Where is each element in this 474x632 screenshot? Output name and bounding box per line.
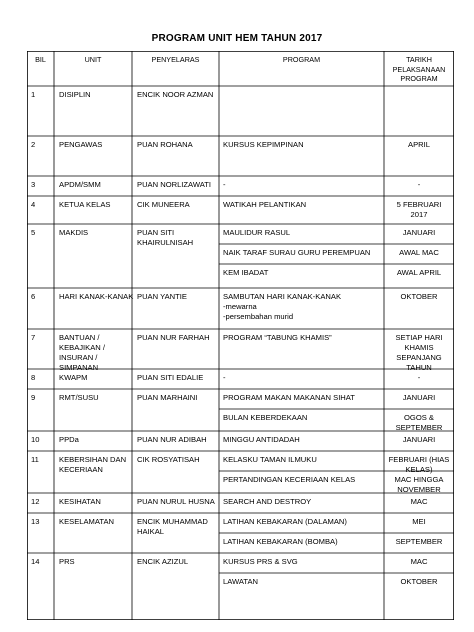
program-name — [223, 200, 380, 210]
program-date-line: - — [417, 180, 421, 189]
program-date-line: FEBRUARI (HIAS — [388, 455, 450, 464]
row-bil-line: 5 — [31, 228, 36, 237]
program-name-line: - — [223, 180, 226, 189]
row-penyelaras — [137, 228, 216, 248]
program-name — [223, 435, 380, 445]
row-unit-line: SIMPANAN — [59, 363, 99, 372]
program-date-line: - — [417, 373, 421, 382]
program-name — [223, 228, 380, 238]
program-date-line: MEI — [412, 517, 426, 526]
row-unit — [59, 455, 129, 475]
program-name-line: KELASKU TAMAN ILMUKU — [223, 455, 317, 464]
program-name-line: -persembahan murid — [223, 312, 294, 321]
program-date-line: OGOS & — [404, 413, 434, 422]
row-penyelaras-line: ENCIK MUHAMMAD — [137, 517, 208, 526]
program-name — [223, 537, 380, 547]
row-bil — [31, 435, 51, 445]
program-name — [223, 517, 380, 527]
row-penyelaras — [137, 200, 216, 210]
header-tarikh-line: TARIKH — [406, 55, 432, 64]
program-date-line: SEPTEMBER — [395, 423, 443, 432]
program-date — [384, 475, 454, 495]
header-bil-line: BIL — [35, 55, 46, 64]
row-unit — [59, 435, 129, 445]
row-unit — [59, 373, 129, 383]
program-name — [223, 140, 380, 150]
program-date — [384, 140, 454, 150]
program-name-line: PROGRAM MAKAN MAKANAN SIHAT — [223, 393, 355, 402]
row-unit — [59, 200, 129, 210]
row-bil-line: 11 — [31, 455, 39, 464]
program-date-line: TAHUN — [406, 363, 432, 372]
row-unit-line: KESIHATAN — [59, 497, 101, 506]
program-name — [223, 497, 380, 507]
header-tarikh — [384, 55, 454, 84]
row-unit — [59, 90, 129, 100]
program-date — [384, 292, 454, 302]
program-name-line: SEARCH AND DESTROY — [223, 497, 312, 506]
row-unit-line: KESELAMATAN — [59, 517, 114, 526]
program-date-line: JANUARI — [402, 393, 436, 402]
row-bil-line: 8 — [31, 373, 36, 382]
row-unit-line: PENGAWAS — [59, 140, 103, 149]
row-penyelaras-line: PUAN SITI — [137, 228, 175, 237]
program-name-line: SAMBUTAN HARI KANAK-KANAK — [223, 292, 342, 301]
program-name-line: MINGGU ANTIDADAH — [223, 435, 300, 444]
program-name — [223, 292, 380, 322]
row-unit-line: INSURAN / — [59, 353, 98, 362]
row-unit-line: KETUA KELAS — [59, 200, 111, 209]
row-bil-line: 6 — [31, 292, 36, 301]
program-date-line: OKTOBER — [400, 577, 438, 586]
row-bil — [31, 200, 51, 210]
program-date — [384, 497, 454, 507]
program-name-line: MAULIDUR RASUL — [223, 228, 291, 237]
program-date — [384, 537, 454, 547]
program-date-line: MAC — [410, 497, 428, 506]
header-tarikh-line: PELAKSANAAN — [392, 64, 446, 74]
row-penyelaras-line: PUAN MARHAINI — [137, 393, 198, 402]
program-date-line: AWAL MAC — [399, 248, 439, 257]
program-date — [384, 455, 454, 475]
row-penyelaras — [137, 435, 216, 445]
header-penyelaras — [132, 55, 219, 65]
program-date — [384, 393, 454, 403]
program-name-line: LATIHAN KEBAKARAN (DALAMAN) — [223, 517, 347, 526]
row-penyelaras — [137, 180, 216, 190]
row-penyelaras-line: ENCIK AZIZUL — [137, 557, 189, 566]
row-bil-line: 4 — [31, 200, 36, 209]
row-bil — [31, 140, 51, 150]
row-unit-line: KECERIAAN — [59, 465, 103, 474]
program-date — [384, 557, 454, 567]
program-name — [223, 248, 380, 258]
row-penyelaras — [137, 393, 216, 403]
program-name-line: LATIHAN KEBAKARAN (BOMBA) — [223, 537, 338, 546]
row-bil — [31, 517, 51, 527]
row-unit-line: APDM/SMM — [59, 180, 101, 189]
program-name-line: LAWATAN — [223, 577, 259, 586]
row-unit — [59, 228, 129, 238]
header-unit-line: UNIT — [84, 55, 102, 64]
program-name-line: PROGRAM “TABUNG KHAMIS” — [223, 333, 332, 342]
program-name — [223, 413, 380, 423]
row-bil — [31, 393, 51, 403]
row-penyelaras-line: PUAN NUR FARHAH — [137, 333, 210, 342]
header-bil — [27, 55, 54, 65]
row-bil-line: 14 — [31, 557, 40, 566]
program-name — [223, 180, 380, 190]
row-unit-line: KWAPM — [59, 373, 88, 382]
header-tarikh-line: PROGRAM — [400, 74, 438, 83]
program-name — [223, 557, 380, 567]
row-penyelaras — [137, 517, 216, 537]
row-bil — [31, 292, 51, 302]
row-bil — [31, 90, 51, 100]
program-date — [384, 248, 454, 258]
program-date — [384, 228, 454, 238]
program-name — [223, 333, 380, 343]
program-date — [384, 268, 454, 278]
row-unit-line: KEBAJIKAN / — [59, 343, 106, 352]
program-date-line: SEPTEMBER — [395, 537, 443, 546]
row-unit — [59, 180, 129, 190]
header-program-line: PROGRAM — [282, 55, 321, 64]
row-unit-line: KEBERSIHAN DAN — [59, 455, 127, 464]
row-bil — [31, 497, 51, 507]
program-date-line: SETIAP HARI — [395, 333, 443, 342]
row-penyelaras — [137, 557, 216, 567]
row-penyelaras-line: PUAN NORLIZAWATI — [137, 180, 211, 189]
program-date-line: MAC — [410, 557, 428, 566]
row-unit — [59, 557, 129, 567]
program-date-line: 2017 — [410, 210, 428, 219]
program-name-line: KURSUS PRS & SVG — [223, 557, 298, 566]
row-unit — [59, 517, 129, 527]
program-name — [223, 455, 380, 465]
row-penyelaras — [137, 90, 216, 100]
row-unit-line: DISIPLIN — [59, 90, 91, 99]
row-unit — [59, 140, 129, 150]
program-date — [384, 180, 454, 190]
program-name-line: WATIKAH PELANTIKAN — [223, 200, 307, 209]
page-title: PROGRAM UNIT HEM TAHUN 2017 — [151, 33, 323, 44]
row-penyelaras-line: CIK ROSYATISAH — [137, 455, 200, 464]
program-date-line: KELAS) — [405, 465, 433, 474]
row-penyelaras-line: CIK MUNEERA — [137, 200, 190, 209]
program-name-line: KURSUS KEPIMPINAN — [223, 140, 304, 149]
row-bil-line: 10 — [31, 435, 40, 444]
row-penyelaras — [137, 292, 216, 302]
header-penyelaras-line: PENYELARAS — [151, 55, 200, 64]
row-bil — [31, 557, 51, 567]
program-date — [384, 517, 454, 527]
program-date-line: JANUARI — [402, 435, 436, 444]
program-date-line: OKTOBER — [400, 292, 438, 301]
program-date-line: JANUARI — [402, 228, 436, 237]
header-program — [219, 55, 384, 65]
program-date — [384, 200, 454, 220]
row-penyelaras-line: HAIKAL — [137, 527, 165, 536]
row-penyelaras — [137, 455, 216, 465]
row-bil — [31, 228, 51, 238]
row-unit-line: RMT/SUSU — [59, 393, 99, 402]
row-unit — [59, 497, 129, 507]
row-bil — [31, 373, 51, 383]
program-date — [384, 577, 454, 587]
row-bil-line: 1 — [31, 90, 36, 99]
row-penyelaras-line: PUAN NURUL HUSNA — [137, 497, 215, 506]
row-penyelaras-line: PUAN YANTIE — [137, 292, 187, 301]
row-unit-line: PPDa — [59, 435, 79, 444]
row-penyelaras — [137, 140, 216, 150]
program-name-line: BULAN KEBERDEKAAN — [223, 413, 308, 422]
program-name-line: KEM IBADAT — [223, 268, 269, 277]
program-name-line: -mewarna — [223, 302, 257, 311]
row-unit-line: PRS — [59, 557, 75, 566]
row-penyelaras — [137, 373, 216, 383]
row-penyelaras-line: KHAIRULNISAH — [137, 238, 194, 247]
row-bil-line: 2 — [31, 140, 36, 149]
row-penyelaras-line: ENCIK NOOR AZMAN — [137, 90, 214, 99]
program-name — [223, 577, 380, 587]
program-date — [384, 333, 454, 373]
row-unit-line: BANTUAN / — [59, 333, 100, 342]
row-penyelaras-line: PUAN ROHANA — [137, 140, 193, 149]
program-table — [27, 51, 454, 620]
program-date-line: MAC HINGGA — [394, 475, 444, 484]
program-name-line: - — [223, 373, 226, 382]
header-unit — [54, 55, 132, 65]
row-penyelaras — [137, 333, 216, 343]
program-date-line: AWAL APRIL — [396, 268, 442, 277]
program-name — [223, 373, 380, 383]
program-date-line: NOVEMBER — [397, 485, 441, 494]
row-unit-line: MAKDIS — [59, 228, 89, 237]
row-bil-line: 3 — [31, 180, 36, 189]
row-unit — [59, 393, 129, 403]
row-unit — [59, 292, 134, 302]
row-unit — [59, 333, 129, 373]
row-bil-line: 12 — [31, 497, 40, 506]
row-bil-line: 13 — [31, 517, 40, 526]
row-penyelaras — [137, 497, 216, 507]
program-name-line: NAIK TARAF SURAU GURU PEREMPUAN — [223, 248, 371, 257]
row-penyelaras-line: PUAN SITI EDALIE — [137, 373, 204, 382]
row-bil-line: 7 — [31, 333, 36, 342]
row-unit-line: HARI KANAK-KANAK — [59, 292, 134, 301]
program-date-line: SEPANJANG — [396, 353, 442, 362]
program-date-line: 5 FEBRUARI — [396, 200, 442, 209]
row-bil — [31, 180, 51, 190]
row-penyelaras-line: PUAN NUR ADIBAH — [137, 435, 207, 444]
program-name — [223, 393, 380, 403]
program-date — [384, 373, 454, 383]
program-name-line: PERTANDINGAN KECERIAAN KELAS — [223, 475, 356, 484]
program-name — [223, 268, 380, 278]
row-bil-line: 9 — [31, 393, 36, 402]
program-date-line: KHAMIS — [404, 343, 434, 352]
program-date — [384, 435, 454, 445]
row-bil — [31, 333, 51, 343]
row-bil — [31, 455, 51, 465]
program-date-line: APRIL — [408, 140, 430, 149]
program-date — [384, 413, 454, 433]
program-name — [223, 475, 380, 485]
